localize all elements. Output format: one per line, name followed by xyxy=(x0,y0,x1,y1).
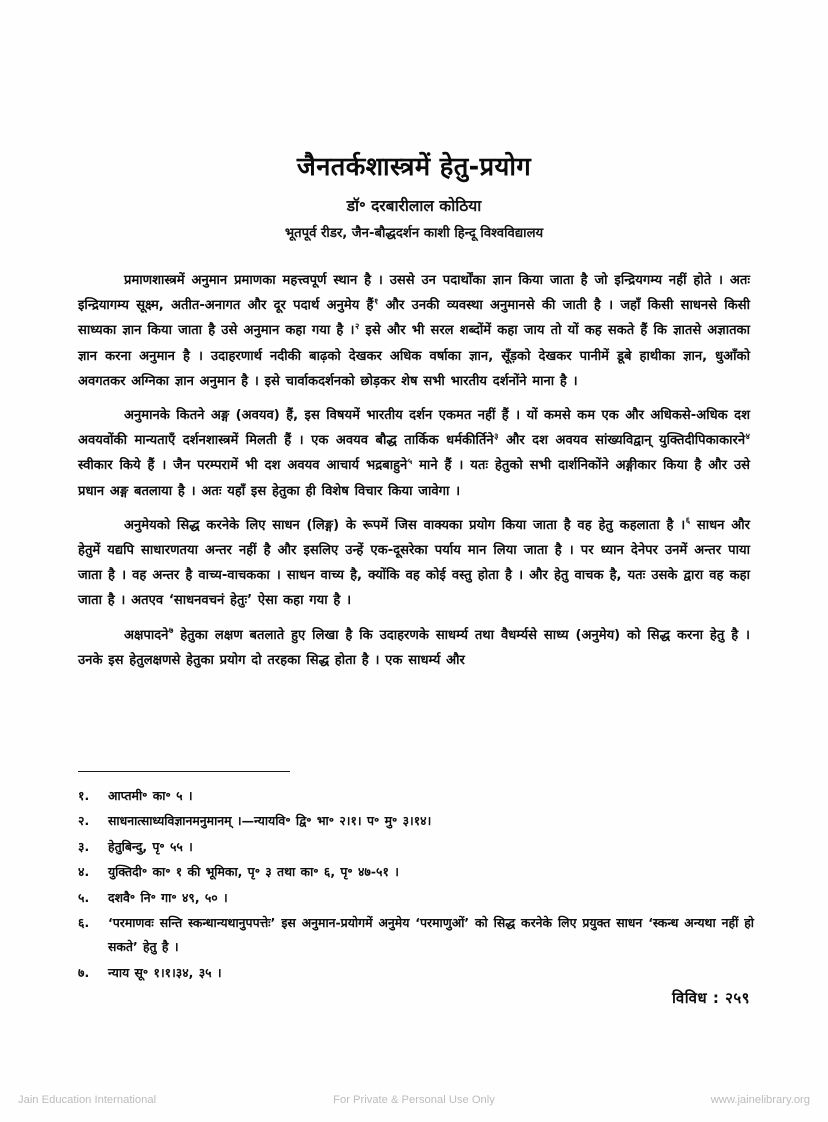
footnote-text: साधनात्साध्यविज्ञानमनुमानम् ।—न्यायवि॰ द्वि॰ भा॰ २।१। प॰ मु॰ ३।१४। xyxy=(108,813,432,829)
article-body xyxy=(78,268,750,673)
footnote-item xyxy=(78,886,754,910)
paragraph-text: और उनकी व्यवस्था अनुमानसे की जाती है । जहाँ किसी साधनसे किसी साध्यका ज्ञान किया जाता है उसे अनुमान कहा गया है । xyxy=(78,298,750,339)
footnote-marker[interactable]: ५ xyxy=(407,456,413,467)
footnote-text: आप्तमी॰ का॰ ५ । xyxy=(108,788,193,803)
paragraph-text: अनुमेयको सिद्ध करनेके लिए साधन (लिङ्ग) के रूपमें जिस वाक्यका प्रयोग किया जाता है वह हेतु कहलाता है । xyxy=(124,517,686,533)
footnote-marker[interactable]: ४ xyxy=(745,430,751,441)
footnote-item xyxy=(78,961,754,985)
paragraph-text: अनुमानके कितने अङ्ग (अवयव) हैं, इस विषयमें भारतीय दर्शन एकमत नहीं हैं । यों कमसे कम एक और अधिकसे-अधिक दश अवयवोंकी मान्यताएँ दर्शनशास्त्रमें मिलती हैं । एक अवयव बौद्ध तार्किक धर्मकीर्तिने xyxy=(78,408,750,449)
footnote-marker[interactable]: ६ xyxy=(685,515,691,526)
footnote-number: ५. xyxy=(78,889,90,905)
footnote-text: ‘परमाणवः सन्ति स्कन्धान्यथानुपपत्तेः’ इस अनुमान-प्रयोगमें अनुमेय ‘परमाणुओं’ को सिद्ध करनेके लिए प्रयुक्त साधन ‘स्कन्ध अन्यथा नहीं हो सकते’ हेतु है । xyxy=(108,915,754,955)
footnote-separator-rule xyxy=(78,771,290,772)
footnote-item xyxy=(78,784,754,808)
footnote-text: युक्तिदी॰ का॰ १ की भूमिका, पृ॰ ३ तथा का॰ ६, पृ॰ ४७-५१ । xyxy=(108,864,399,880)
footnote-item xyxy=(78,860,754,884)
footnote-number: ६. xyxy=(78,915,90,931)
footnote-list xyxy=(78,784,754,986)
scan-footer-usage-notice: For Private & Personal Use Only xyxy=(333,1094,495,1106)
paragraph-text: इसे और भी सरल शब्दोंमें कहा जाय तो यों कह सकते हैं कि ज्ञातसे अज्ञातका ज्ञान करना अनुमान है । उदाहरणार्थ नदीकी बाढ़को देखकर अधिक वर्षाका ज्ञान, सूँड़को देखकर पानीमें डूबे हाथीका ज्ञान, धुआँको अवगतकर अग्निका ज्ञान अनुमान है । इसे चार्वाकदर्शनको छोड़कर शेष सभी भारतीय दर्शनोंने माना है । xyxy=(78,323,751,389)
paragraph-text: और दश अवयव सांख्यविद्वान् युक्तिदीपिकाकारने xyxy=(498,433,746,449)
author-affiliation: भूतपूर्व रीडर, जैन-बौद्धदर्शन काशी हिन्दू विश्वविद्यालय xyxy=(284,226,544,242)
footnote-item xyxy=(78,911,754,960)
paragraph-text: माने हैं । यतः हेतुको सभी दार्शनिकोंने अङ्गीकार किया है और उसे प्रधान अङ्ग बतलाया है । अतः यहाँ इस हेतुका ही विशेष विचार किया जावेगा । xyxy=(78,458,750,499)
footnote-text: न्याय सू॰ १।१।३४, ३५ । xyxy=(108,964,222,980)
body-paragraph xyxy=(78,623,750,673)
paragraph-text: हेतुका लक्षण बतलाते हुए लिखा है कि उदाहरणके साधर्म्य तथा वैधर्म्यसे साध्य (अनुमेय) को सिद्ध करना हेतु है । उनके इस हेतुलक्षणसे हेतुका प्रयोग दो तरहका सिद्ध होता है । एक साधर्म्य और xyxy=(78,627,750,668)
body-paragraph xyxy=(78,513,750,614)
body-paragraph xyxy=(78,268,750,394)
footnote-text: दशवै॰ नि॰ गा॰ ४९, ५० । xyxy=(108,889,228,905)
paragraph-text: साधन और हेतुमें यद्यपि साधारणतया अन्तर नहीं है और इसलिए उन्हें एक-दूसरेका पर्याय मान लिया जाता है । पर ध्यान देनेपर उनमें अन्तर पाया जाता है । वह अन्तर है वाच्य-वाचकका । साधन वाच्य है, क्योंकि वह कोई वस्तु होता है । और हेतु वाचक है, यतः उसके द्वारा वह कहा जाता है । अतएव ‘साधनवचनं हेतुः’ ऐसा कहा गया है । xyxy=(78,517,750,609)
footnote-marker[interactable]: ७ xyxy=(168,625,174,636)
footnote-number: २. xyxy=(78,813,90,829)
paragraph-text: अक्षपादने xyxy=(124,627,169,643)
footnote-number: ७. xyxy=(78,964,90,980)
footnote-item xyxy=(78,809,754,833)
footnote-item xyxy=(78,835,754,859)
footnote-text: हेतुबिन्दु, पृ॰ ५५ । xyxy=(108,838,193,854)
scan-footer-organization: Jain Education International xyxy=(18,1094,157,1106)
scan-footer xyxy=(0,1090,828,1122)
paragraph-text: प्रमाणशास्त्रमें अनुमान प्रमाणका महत्त्वपूर्ण स्थान है । उससे उन पदार्थोंका ज्ञान किया जाता है जो इन्द्रियगम्य नहीं होते । अतः इन्द्रियागम्य सूक्ष्म, अतीत-अनागत और दूर पदार्थ अनुमेय हैं xyxy=(78,273,750,314)
footnote-marker[interactable]: ३ xyxy=(494,430,499,441)
footnote-number: ४. xyxy=(78,864,90,880)
page-reference: विविध : २५९ xyxy=(671,989,750,1007)
author-name: डॉ॰ दरबारीलाल कोठिया xyxy=(346,196,482,215)
footnote-marker[interactable]: २ xyxy=(354,321,360,332)
footnote-number: १. xyxy=(78,788,90,803)
page-title: जैनतर्कशास्त्रमें हेतु-प्रयोग xyxy=(296,152,532,182)
paragraph-text: स्वीकार किये हैं । जैन परम्परामें भी दश अवयव आचार्य भद्रबाहुने xyxy=(78,458,408,474)
footnote-number: ३. xyxy=(78,838,90,854)
body-paragraph xyxy=(78,403,750,504)
footnote-marker[interactable]: १ xyxy=(374,295,379,306)
scan-footer-website[interactable]: www.jainelibrary.org xyxy=(710,1094,810,1106)
masthead xyxy=(78,152,750,242)
